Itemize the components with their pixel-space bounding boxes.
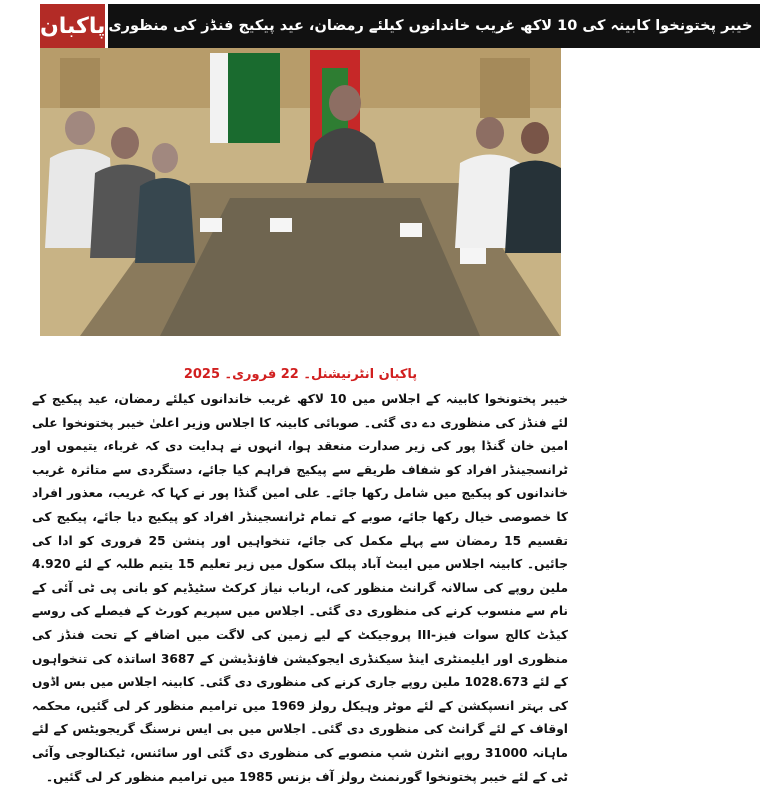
cabinet-meeting-photo: [40, 48, 561, 336]
photo-illustration: [40, 48, 561, 336]
header-bar: [40, 4, 753, 48]
article-body: خیبر پختونخوا کابینہ کے اجلاس میں 10 لاکھ غریب خاندانوں کیلئے رمضان، عید پیکیج کے لئے فنڈز کی منظوری دے دی گئی۔ صوبائی کابینہ کا اجلاس وزیر اعلیٰ خیبر پختونخوا علی امین خان گنڈا پور کی زیر صدارت منعقد ہوا، انہوں نے ہدایت دی کہ غرباء، یتیموں اور ٹرانسجینڈر افراد کو شفاف طریقے سے پیکیج فراہم کیا جائے، دستگردی سے متاثرہ غریب خاندانوں کو پیکیج میں شامل رکھا جائے۔ علی امین گنڈا پور نے کہا کہ غریب، معذور افراد کا خصوصی خیال رکھا جائے، صوبے کے تمام ٹرانسجینڈر افراد کو پیکیج دیا جائے، پیکیج کی تقسیم 15 رمضان سے پہلے مکمل کی جائے، تنخواہیں اور پنشن 25 فروری کو ادا کی جائیں۔ کابینہ اجلاس میں ایبٹ آباد پبلک سکول میں زیر تعلیم 15 یتیم طلبہ کے لئے 4.920 ملین روپے کی سالانہ گرانٹ منظور کی، ارباب نیاز کرکٹ سٹیڈیم کو بانی پی ٹی آئی کے نام سے منسوب کرنے کی منظوری دی گئی۔ اجلاس میں سپریم کورٹ کے فیصلے کی روسے کیڈٹ کالج سوات فیز-III پروجیکٹ کے لیے زمین کی لاگت میں اضافے کے تحت فنڈز کی منظوری اور ایلیمنٹری اینڈ سیکنڈری ایجوکیشن فاؤنڈیشن کے 3687 اساتذہ کی تنخواہوں کے لئے 1028.673 ملین روپے جاری کرنے کی منظوری دی گئی۔ کابینہ اجلاس میں بس اڈوں کی بہتر انسپکشن کے لئے موٹر وہیکل رولز 1969 میں ترامیم منظور کر لی گئیں، محکمہ اوقاف کے لئے گرانٹ کی منظوری دی گئی۔ اجلاس میں بی ایس نرسنگ گریجویٹس کے لئے ماہانہ 31000 روپے انٹرن شپ منصوبے کی منظوری دی گئی اور سائنس، ٹیکنالوجی وآئی ٹی کے لئے خیبر پختونخوا گورنمنٹ رولز آف بزنس 1985 میں ترامیم منظور کر لی گئیں۔: [32, 392, 569, 784]
headline: خیبر پختونخوا کابینہ کی 10 لاکھ غریب خاندانوں کیلئے رمضان، عید پیکیج فنڈز کی منظوری: [108, 4, 760, 48]
pakban-logo: پاکبان: [40, 4, 105, 48]
dateline: پاکبان انٹرنیشنل۔ 22 فروری۔ 2025: [183, 367, 418, 382]
